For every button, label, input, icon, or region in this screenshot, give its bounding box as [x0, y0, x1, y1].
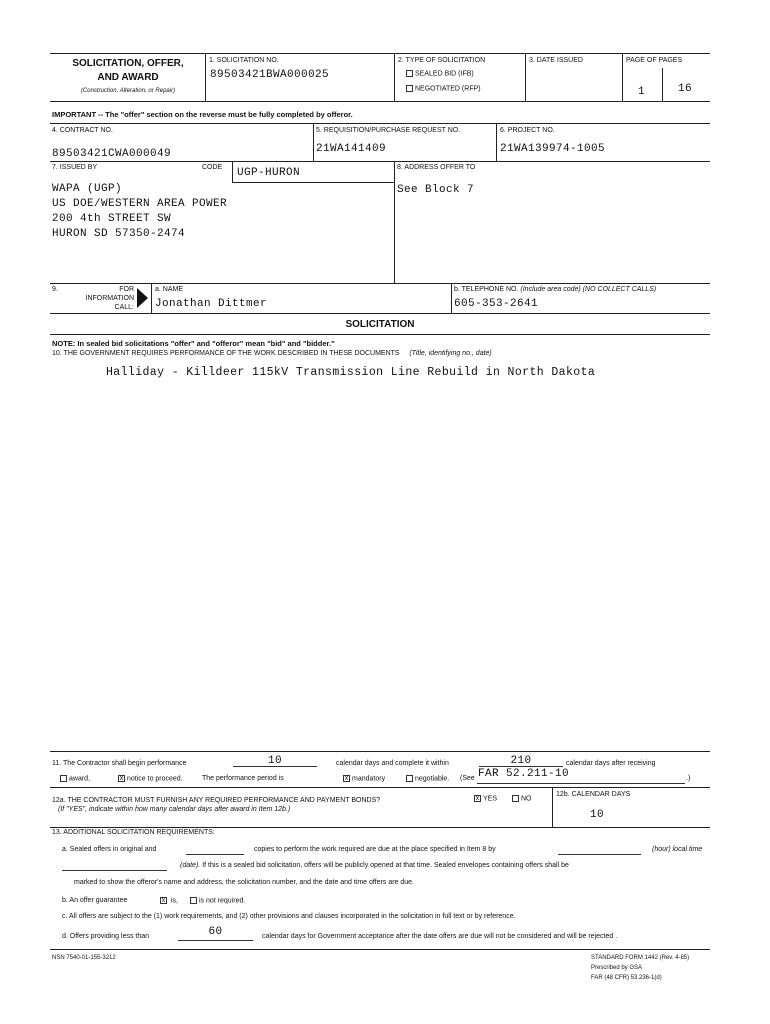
checkbox-checked-icon[interactable] [160, 897, 167, 904]
negotiated-option[interactable]: NEGOTIATED (RFP) [406, 85, 481, 93]
see-label: (See [460, 775, 475, 782]
bonds-label: 12a. THE CONTRACTOR MUST FURNISH ANY REQUIRED PERFORMANCE AND PAYMENT BONDS? [52, 797, 381, 804]
divider [50, 123, 710, 124]
standard-form-label: STANDARD FORM 1442 (Rev. 4-85) [591, 955, 690, 961]
guarantee-isnot-option[interactable]: is not required. [190, 897, 245, 905]
guarantee-is-option[interactable]: x is, [160, 897, 178, 905]
close-paren: .) [686, 775, 691, 782]
bonds-no-option[interactable]: NO [512, 795, 532, 803]
item13d-text2: calendar days for Government acceptance after the date offers are due will not be considered and will be rejected . [262, 933, 618, 940]
divider [394, 161, 395, 283]
acceptance-days-value: 60 [208, 926, 223, 938]
item13a-text4: (date). If this is a sealed bid solicitation, offers will be publicly opened at that time. Sealed envelopes containing offers shall be [180, 862, 569, 869]
divider [50, 949, 710, 950]
notice-to-proceed-option[interactable]: x notice to proceed. [118, 775, 183, 783]
pages-value: 16 [678, 83, 693, 95]
divider [662, 68, 663, 101]
address-offer-label: 8. ADDRESS OFFER TO [397, 164, 476, 171]
page-value: 1 [638, 86, 646, 98]
far-reference: FAR 52.211-10 [478, 768, 570, 780]
top-border [50, 53, 710, 54]
date-blank[interactable] [62, 870, 167, 871]
divider [313, 123, 314, 161]
code-value: UGP-HURON [237, 167, 301, 179]
page-label: PAGE OF PAGES [626, 57, 683, 64]
requisition-no-value: 21WA141409 [316, 143, 387, 155]
item9-number: 9. [52, 286, 58, 293]
divider [394, 53, 395, 101]
nsn-number: NSN 7540-01-155-3212 [52, 955, 116, 961]
divider [50, 827, 710, 828]
divider [205, 53, 206, 101]
note-text: NOTE: In sealed bid solicitations "offer" and "offeror" mean "bid" and "bidder." [52, 339, 335, 348]
calendar-days-value: 10 [590, 809, 605, 821]
item13d-text1: d. Offers providing less than [62, 933, 150, 940]
begin-days-value: 10 [267, 755, 282, 767]
divider [151, 283, 152, 313]
form-subtitle: (Construction, Alteration, or Repair) [80, 88, 176, 94]
acceptance-days-line [178, 940, 253, 941]
solicitation-no-label: 1. SOLICITATION NO. [209, 57, 279, 64]
item13a-text3: (hour) local time [652, 846, 703, 853]
divider [451, 283, 452, 313]
header-bottom-border [50, 101, 710, 102]
divider [50, 751, 710, 752]
item11-text3: calendar days after receiving [566, 760, 656, 767]
complete-days-value: 210 [510, 755, 532, 767]
date-issued-label: 3. DATE ISSUED [529, 57, 583, 64]
checkbox-icon[interactable] [406, 85, 413, 92]
checkbox-icon[interactable] [406, 70, 413, 77]
checkbox-checked-icon[interactable] [343, 775, 350, 782]
address-offer-value: See Block 7 [397, 184, 475, 196]
award-option[interactable]: award, [60, 775, 90, 783]
requisition-no-label: 5. REQUISITION/PURCHASE REQUEST NO. [316, 127, 461, 134]
divider [622, 53, 623, 101]
contact-name-label: a. NAME [155, 286, 184, 293]
item13a-text1: a. Sealed offers in original and [62, 846, 157, 853]
contract-no-label: 4. CONTRACT NO. [52, 127, 113, 134]
item13-label: 13. ADDITIONAL SOLICITATION REQUIREMENTS: [52, 829, 215, 836]
prescribed-by-label: Prescribed by GSA [591, 965, 643, 971]
solicitation-no-value: 89503421BWA000025 [210, 69, 330, 81]
calendar-days-label: 12b. CALENDAR DAYS [556, 791, 631, 798]
copies-blank[interactable] [186, 854, 244, 855]
bonds-yes-option[interactable]: xYES [474, 795, 497, 803]
form-title-line2: AND AWARD [97, 72, 159, 83]
call-label: CALL: [114, 304, 134, 311]
issuer-address-line1: WAPA (UGP) [52, 183, 123, 195]
negotiable-option[interactable]: negotiable. [406, 775, 449, 783]
far-line [477, 783, 685, 784]
issuer-address-line4: HURON SD 57350-2474 [52, 228, 186, 240]
arrow-right-icon [137, 288, 148, 308]
item13c-text: c. All offers are subject to the (1) work requirements, and (2) other provisions and clauses incorporated in the solicitation in full text or by reference. [62, 913, 516, 920]
contract-no-value: 89503421CWA000049 [52, 148, 172, 160]
checkbox-icon[interactable] [190, 897, 197, 904]
divider [552, 787, 553, 827]
far-citation-label: FAR (48 CFR) 53.236-1(d) [591, 975, 662, 981]
issuer-address-line3: 200 4th STREET SW [52, 213, 172, 225]
issuer-address-line2: US DOE/WESTERN AREA POWER [52, 198, 228, 210]
code-label: CODE [202, 164, 223, 171]
item13a-text6: marked to show the offeror's name and address, the solicitation number, and the date and time offers are due. [74, 879, 415, 886]
information-label: INFORMATION [85, 295, 134, 302]
divider [525, 53, 526, 101]
form-title-line1: SOLICITATION, OFFER, [72, 58, 184, 69]
bonds-note: (If "YES", indicate within how many calendar days after award in Item 12b.) [58, 806, 291, 813]
item11-text4: The performance period is [202, 775, 284, 782]
sealed-bid-option[interactable]: SEALED BID (IFB) [406, 70, 474, 78]
item11-text2: calendar days and complete it within [336, 760, 449, 767]
hour-blank[interactable] [558, 854, 641, 855]
project-no-value: 21WA139974-1005 [500, 143, 606, 155]
divider [50, 334, 710, 335]
telephone-label: b. TELEPHONE NO. (Include area code) (NO COLLECT CALLS) [454, 286, 657, 293]
work-title: Halliday - Killdeer 115kV Transmission Line Rebuild in North Dakota [106, 366, 596, 379]
important-notice: IMPORTANT -- The "offer" section on the reverse must be fully completed by offeror. [52, 110, 353, 119]
divider [50, 787, 710, 788]
item10-label: 10. THE GOVERNMENT REQUIRES PERFORMANCE OF THE WORK DESCRIBED IN THESE DOCUMENTS (Title, identifying no., date) [52, 350, 492, 357]
checkbox-checked-icon[interactable] [474, 795, 481, 802]
project-no-label: 6. PROJECT NO. [500, 127, 555, 134]
telephone-value: 605-353-2641 [454, 298, 539, 310]
mandatory-option[interactable]: x mandatory [343, 775, 385, 783]
divider [50, 313, 710, 314]
item13a-text2: copies to perform the work required are due at the place specified in Item 8 by [254, 846, 496, 853]
divider [50, 283, 710, 284]
divider [496, 123, 497, 161]
issued-by-label: 7. ISSUED BY [52, 164, 98, 171]
item11-text1: 11. The Contractor shall begin performance [52, 760, 187, 767]
for-label: FOR [119, 286, 134, 293]
checkbox-icon[interactable] [60, 775, 67, 782]
contact-name-value: Jonathan Dittmer [155, 298, 268, 310]
item13b-text: b. An offer guarantee [62, 897, 128, 904]
checkbox-checked-icon[interactable] [118, 775, 125, 782]
checkbox-icon[interactable] [406, 775, 413, 782]
solicitation-heading: SOLICITATION [345, 319, 415, 330]
solicitation-type-label: 2. TYPE OF SOLICITATION [398, 57, 486, 64]
checkbox-icon[interactable] [512, 795, 519, 802]
